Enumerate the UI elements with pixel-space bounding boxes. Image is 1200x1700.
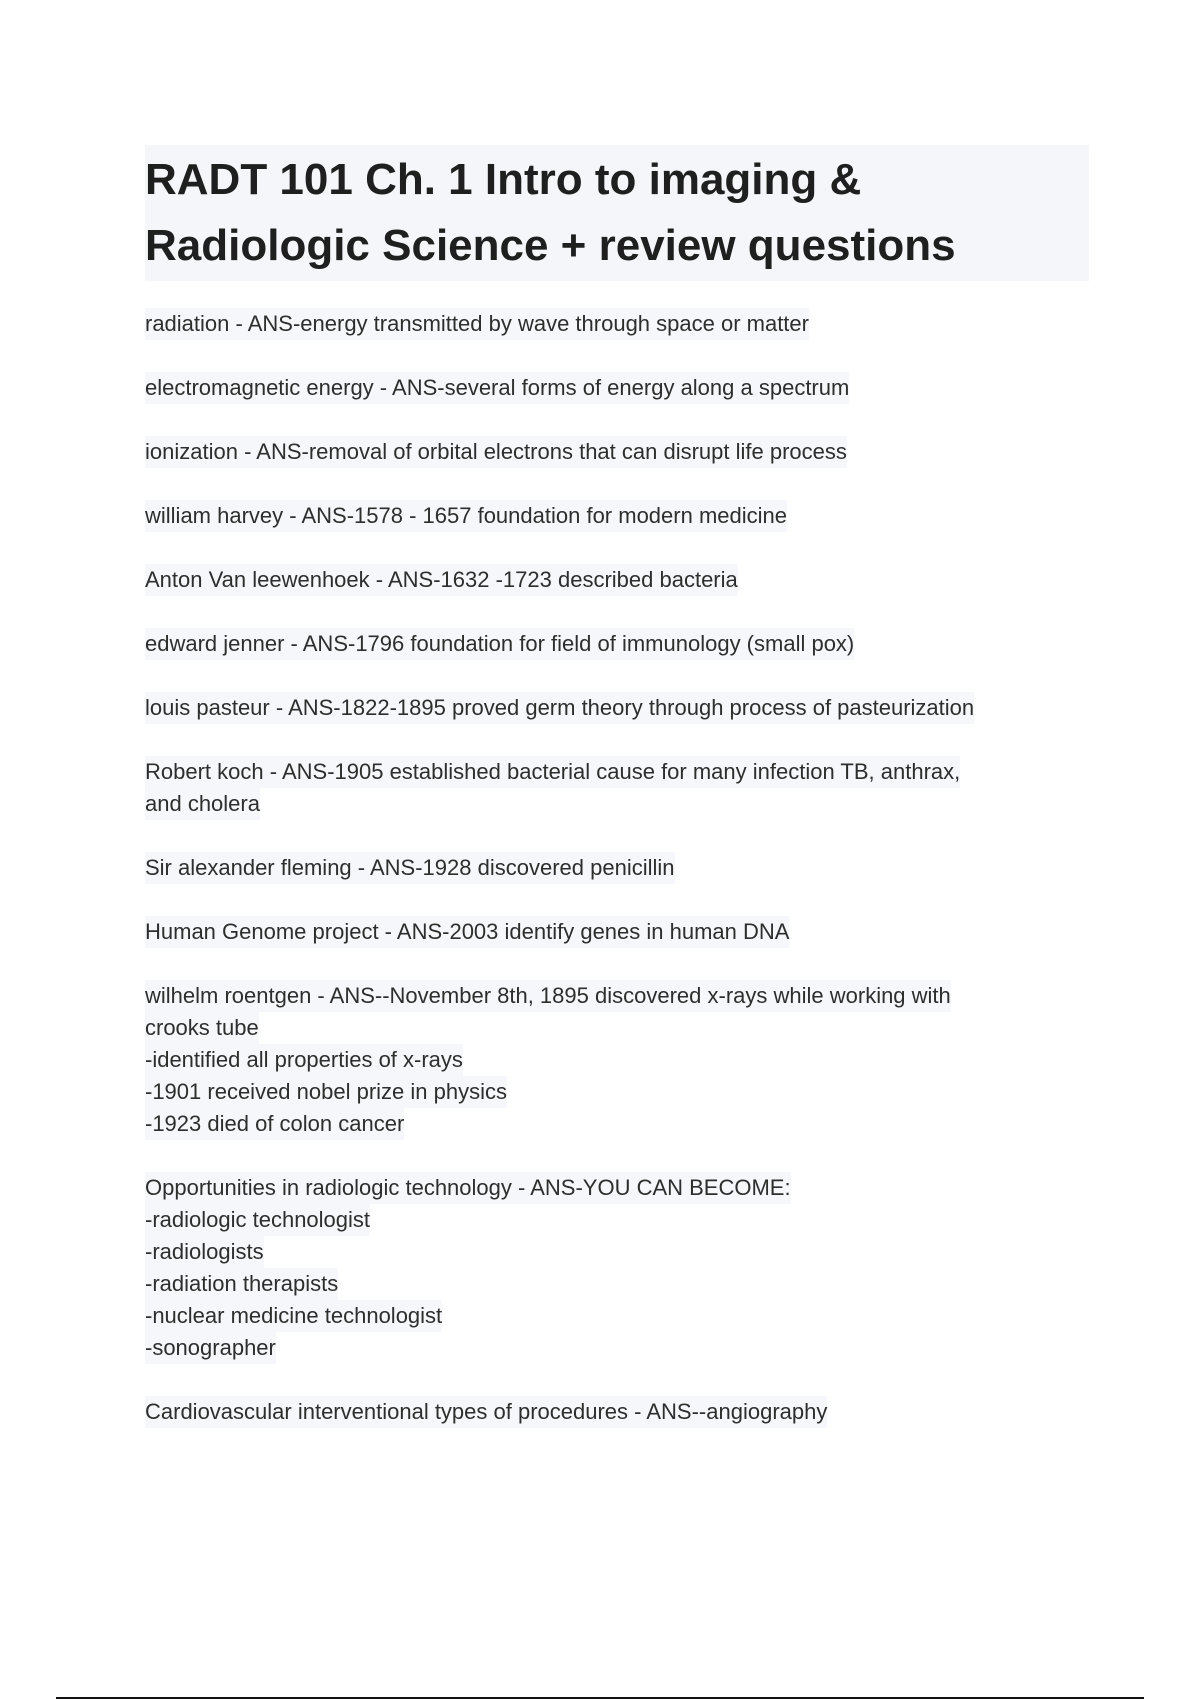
document-title [145, 145, 1089, 281]
flashcard-entry [145, 1172, 1089, 1364]
entry-detail-line: -nuclear medicine technologist [145, 1300, 442, 1332]
entry-term-line: ionization - ANS-removal of orbital electrons that can disrupt life process [145, 436, 847, 468]
entry-term-line: william harvey - ANS-1578 - 1657 foundation for modern medicine [145, 500, 787, 532]
flashcard-entry [145, 308, 1089, 340]
entry-detail-line: -1923 died of colon cancer [145, 1108, 404, 1140]
flashcard-entry [145, 628, 1089, 660]
entry-detail-line: -radiologic technologist [145, 1204, 370, 1236]
entry-detail-line: -radiation therapists [145, 1268, 338, 1300]
flashcard-entry [145, 436, 1089, 468]
title-line-1: RADT 101 Ch. 1 Intro to imaging & [145, 155, 862, 204]
entry-term-line: Robert koch - ANS-1905 established bacterial cause for many infection TB, anthrax, [145, 756, 960, 788]
flashcard-entry [145, 756, 1089, 820]
flashcard-list [145, 308, 1089, 1460]
entry-term-line: radiation - ANS-energy transmitted by wave through space or matter [145, 308, 809, 340]
entry-term-line: edward jenner - ANS-1796 foundation for field of immunology (small pox) [145, 628, 854, 660]
entry-term-line: electromagnetic energy - ANS-several forms of energy along a spectrum [145, 372, 849, 404]
entry-term-line: Human Genome project - ANS-2003 identify genes in human DNA [145, 916, 789, 948]
entry-detail-line: -radiologists [145, 1236, 264, 1268]
entry-detail-line: -sonographer [145, 1332, 276, 1364]
flashcard-entry [145, 500, 1089, 532]
entry-detail-line: -identified all properties of x-rays [145, 1044, 463, 1076]
page-bottom-rule [56, 1697, 1144, 1699]
flashcard-entry [145, 372, 1089, 404]
entry-term-line: Anton Van leewenhoek - ANS-1632 -1723 described bacteria [145, 564, 738, 596]
title-line-2: Radiologic Science + review questions [145, 221, 956, 270]
entry-detail-line: -1901 received nobel prize in physics [145, 1076, 507, 1108]
entry-term-line: Opportunities in radiologic technology - ANS-YOU CAN BECOME: [145, 1172, 791, 1204]
flashcard-entry [145, 916, 1089, 948]
flashcard-entry [145, 692, 1089, 724]
entry-term-line: wilhelm roentgen - ANS--November 8th, 1895 discovered x-rays while working with [145, 980, 951, 1012]
flashcard-entry [145, 564, 1089, 596]
entry-term-line: Sir alexander fleming - ANS-1928 discovered penicillin [145, 852, 675, 884]
flashcard-entry [145, 980, 1089, 1140]
flashcard-entry [145, 852, 1089, 884]
entry-detail-line: and cholera [145, 788, 260, 820]
entry-term-line: louis pasteur - ANS-1822-1895 proved germ theory through process of pasteurization [145, 692, 974, 724]
flashcard-entry [145, 1396, 1089, 1428]
entry-term-line: Cardiovascular interventional types of procedures - ANS--angiography [145, 1396, 827, 1428]
entry-detail-line: crooks tube [145, 1012, 259, 1044]
